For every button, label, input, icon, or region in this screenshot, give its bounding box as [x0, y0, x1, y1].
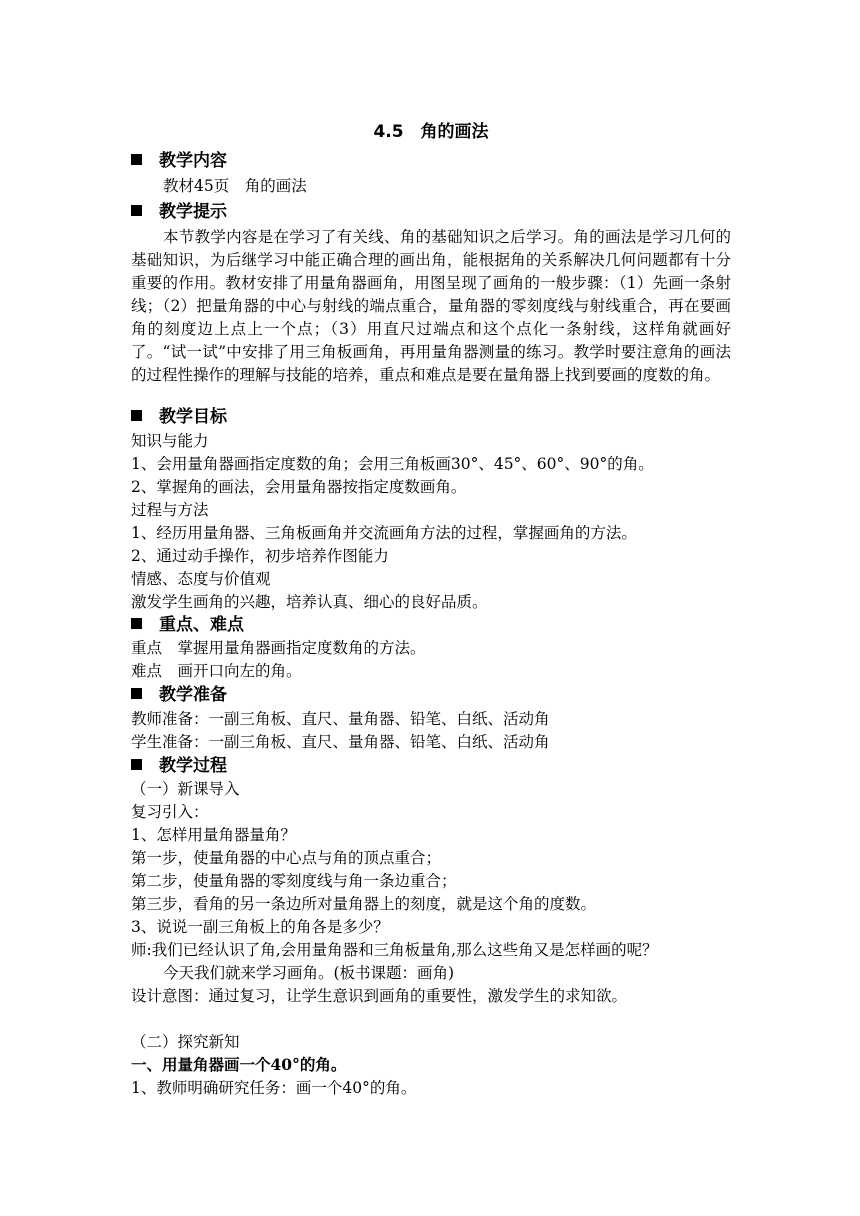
hint-paragraph: 本节教学内容是在学习了有关线、角的基础知识之后学习。角的画法是学习几何的基础知识，为后继学习中能正确合理的画出角，能根据角的关系解决几何问题都有十分重要的作用。教材安排了用量角器画角，用图呈现了画角的一般步骤：（1）先画一条射线；（2）把量角器的中心与射线的端点重合，量角器的零刻度线与射线重合，再在要画角的刻度边上点上一个点；（3）用直尺过端点和这个点化一条射线，这样角就画好了。“试一试”中安排了用三角板画角，再用量角器测量的练习。教学时要注意角的画法的过程性操作的理解与技能的培养，重点和难点是要在量角器上找到要画的度数的角。: [131, 228, 731, 384]
heading-content: 教学内容: [131, 150, 731, 172]
process-line: 师:我们已经认识了角,会用量角器和三角板量角,那么这些角又是怎样画的呢？: [131, 941, 658, 959]
square-bullet-icon: [131, 410, 142, 421]
goals-line: 1、会用量角器画指定度数的角；会用三角板画30°、45°、60°、90°的角。: [131, 455, 654, 473]
prep-line: 学生准备：一副三角板、直尺、量角器、铅笔、白纸、活动角: [131, 733, 550, 751]
square-bullet-icon: [131, 618, 142, 629]
page-title: 4.5 角的画法: [373, 122, 489, 142]
heading-process: 教学过程: [131, 755, 731, 777]
process-line: 今天我们就来学习画角。(板书课题：画角): [163, 964, 455, 982]
process-line: 设计意图：通过复习，让学生意识到画角的重要性，激发学生的求知欲。: [131, 987, 628, 1005]
process-line: 第二步，使量角器的零刻度线与角一条边重合；: [131, 872, 457, 890]
process-line: 复习引入：: [131, 803, 209, 821]
square-bullet-icon: [131, 688, 142, 699]
content-text: 教材45页 角的画法: [163, 177, 307, 195]
process-line: （一）新课导入: [131, 780, 240, 798]
process-line: （二）探究新知: [131, 1033, 240, 1051]
goals-line: 知识与能力: [131, 432, 209, 450]
key-line: 重点 掌握用量角器画指定度数角的方法。: [131, 639, 426, 657]
goals-line: 2、掌握角的画法，会用量角器按指定度数画角。: [131, 478, 467, 496]
process-line: 第一步，使量角器的中心点与角的顶点重合；: [131, 849, 442, 867]
square-bullet-icon: [131, 205, 142, 216]
goals-line: 情感、态度与价值观: [131, 570, 271, 588]
prep-line: 教师准备：一副三角板、直尺、量角器、铅笔、白纸、活动角: [131, 710, 550, 728]
process-line: 3、说说一副三角板上的角各是多少？: [131, 918, 389, 936]
goals-line: 激发学生画角的兴趣，培养认真、细心的良好品质。: [131, 593, 488, 611]
process-line: 1、怎样用量角器量角？: [131, 826, 296, 844]
heading-key: 重点、难点: [131, 614, 731, 636]
process-subheading: 一、用量角器画一个40°的角。: [131, 1055, 347, 1074]
square-bullet-icon: [131, 759, 142, 770]
heading-prep: 教学准备: [131, 684, 731, 706]
square-bullet-icon: [131, 154, 142, 165]
process-line: 1、教师明确研究任务：画一个40°的角。: [131, 1079, 417, 1097]
heading-hint: 教学提示: [131, 201, 731, 223]
goals-line: 2、通过动手操作，初步培养作图能力: [131, 547, 389, 565]
key-line: 难点 画开口向左的角。: [131, 662, 302, 680]
process-line: 第三步，看角的另一条边所对量角器上的刻度，就是这个角的度数。: [131, 895, 597, 913]
goals-line: 1、经历用量角器、三角板画角并交流画角方法的过程，掌握画角的方法。: [131, 524, 637, 542]
heading-goals: 教学目标: [131, 406, 731, 428]
goals-line: 过程与方法: [131, 501, 209, 519]
